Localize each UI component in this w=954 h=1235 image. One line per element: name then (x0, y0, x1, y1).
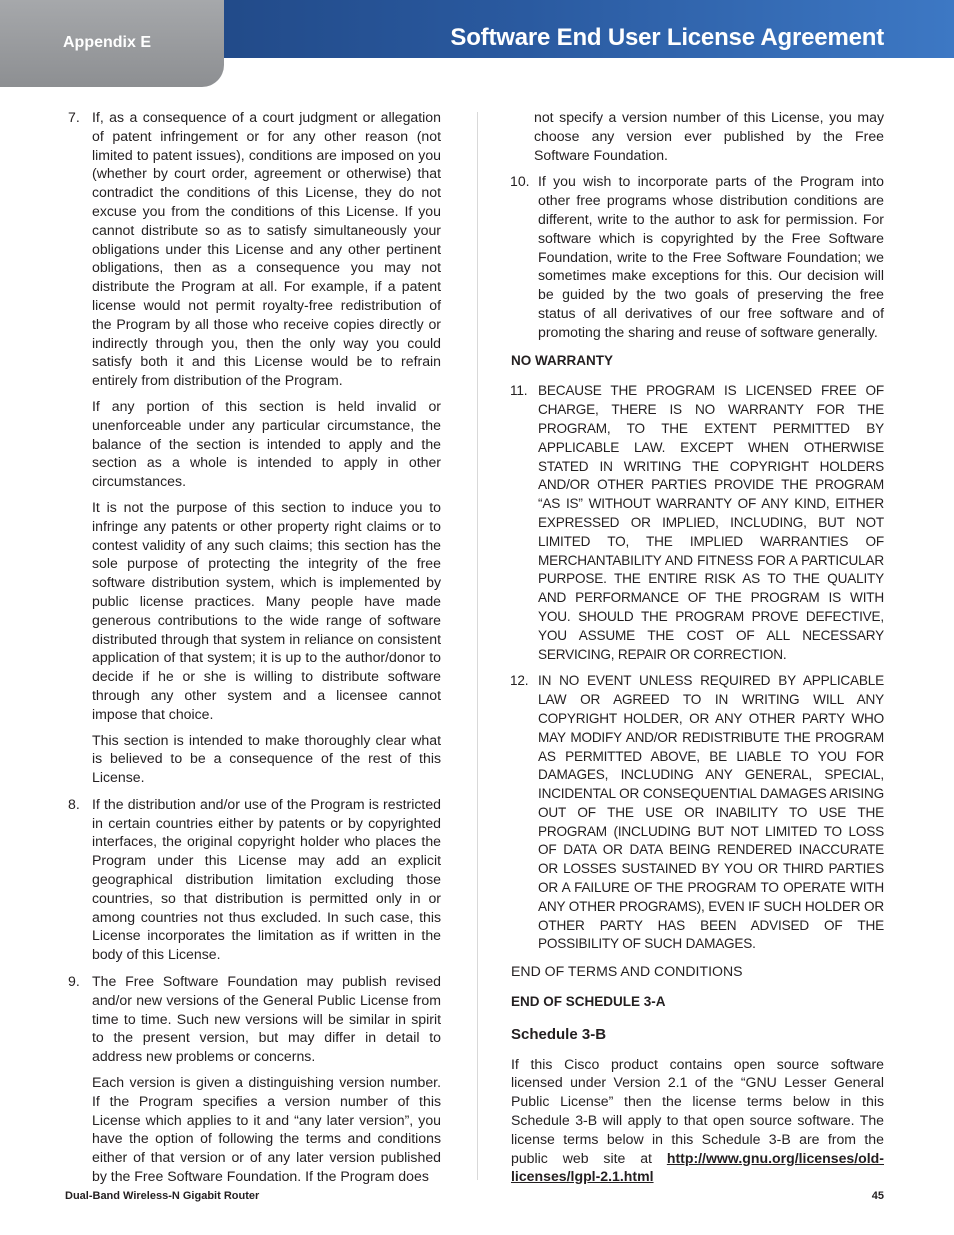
left-column (65, 108, 441, 1194)
item-number: 8. (68, 795, 80, 812)
paragraph: The Free Software Foundation may publish revised and/or new versions of the General Public License from time to time. Such new versions will be similar in spirit to the present version, but may differ in detail to address new problems or concerns. (92, 973, 441, 1065)
paragraph: Each version is given a distinguishing version number. If the Program specifies a version number of this License which applies to it and “any later version”, you have the option of following the terms and conditions either of that version or of any later version published by the Free Software Foundation. If the Program does (92, 1074, 441, 1185)
paragraph: IN NO EVENT UNLESS REQUIRED BY APPLICABLE LAW OR AGREED TO IN WRITING WILL ANY COPYRIGHT HOLDER, OR ANY OTHER PARTY WHO MAY MODIFY AND/OR REDISTRIBUTE THE PROGRAM AS PERMITTED ABOVE, BE LIABLE TO YOU FOR DAMAGES, INCLUDING ANY GENERAL, SPECIAL, INCIDENTAL OR CONSEQUENTIAL DAMAGES ARISING OUT OF THE USE OR INABILITY TO USE THE PROGRAM (INCLUDING BUT NOT LIMITED TO LOSS OF DATA OR DATA BEING RENDERED INACCURATE OR LOSSES SUSTAINED BY YOU OR THIRD PARTIES OR A FAILURE OF THE PROGRAM TO OPERATE WITH ANY OTHER PROGRAMS), EVEN IF SUCH HOLDER OR OTHER PARTY HAS BEEN ADVISED OF THE POSSIBILITY OF SUCH DAMAGES. (538, 673, 884, 952)
schedule-heading: Schedule 3-B (511, 1025, 607, 1043)
item-number: 7. (68, 109, 80, 125)
footer-page-number: 45 (871, 1190, 884, 1202)
paragraph: It is not the purpose of this section to induce you to infringe any patents or other property right claims or to contest validity of any such claims; this section has the sole purpose of protecting the integrity of the free software distribution system, which is implemented by public license practices. Many people have made generous contributions to the wide range of software distributed through that system in reliance on consistent application of that system; it is up to the author/donor to decide if he or she is willing to distribute software through any other system and a licensee cannot impose that choice. (92, 498, 441, 722)
schedule-text: If this Cisco product contains open source software licensed under Version 2.1 of the “GNU Lesser General Public License” then the license terms below in this Schedule 3-B will apply to that open source software. The license terms below in this Schedule 3-B are from the public web site at (511, 1055, 884, 1166)
item-number: 11. (510, 383, 528, 399)
appendix-label: Appendix E (63, 34, 152, 51)
list-item-10 (511, 172, 884, 341)
list-item-12 (511, 672, 884, 954)
lgpl-link[interactable]: http://www.gnu.org/licenses/old-licenses/lgpl-2.1.html (511, 1149, 884, 1185)
schedule-paragraph (511, 1055, 884, 1187)
no-warranty-heading: NO WARRANTY (511, 352, 613, 368)
item-number: 9. (68, 973, 80, 990)
paragraph: If you wish to incorporate parts of the Program into other free programs whose distribution conditions are different, write to the author to ask for permission. For software which is copyrighted by the Free Software Foundation, write to the Free Software Foundation; we sometimes make exceptions for this. Our decision will be guided by the two goals of preserving the free status of all derivatives of our free software and of promoting the sharing and reuse of software generally. (538, 173, 884, 340)
item-number: 12. (510, 673, 529, 689)
end-of-terms: END OF TERMS AND CONDITIONS (511, 963, 743, 980)
paragraph: This section is intended to make thoroughly clear what is believed to be a consequence of the rest of this License. (92, 731, 441, 786)
list-item-11 (511, 382, 884, 664)
paragraph: If, as a consequence of a court judgment or allegation of patent infringement or for any other reason (not limited to patent issues), conditions are imposed on you (whether by court order, agreement or otherwise) that contradict the conditions of this License, they do not excuse you from the conditions of this License. If you cannot distribute so as to satisfy simultaneously your obligations under this License and any other pertinent obligations, then as a consequence you may not distribute the Program at all. For example, if a patent license would not permit royalty-free redistribution of the Program by all those who receive copies directly or indirectly through you, then the only way you could satisfy both it and this License would be to refrain entirely from distribution of the Program. (92, 109, 441, 389)
list-item-7 (65, 108, 441, 787)
list-item-8 (65, 795, 441, 964)
continuation-paragraph: not specify a version number of this License, you may choose any version ever published by the Free Software Foundation. (534, 109, 884, 163)
end-of-schedule-heading: END OF SCHEDULE 3-A (511, 994, 666, 1010)
paragraph: BECAUSE THE PROGRAM IS LICENSED FREE OF CHARGE, THERE IS NO WARRANTY FOR THE PROGRAM, TO THE EXTENT PERMITTED BY APPLICABLE LAW. EXCEPT WHEN OTHERWISE STATED IN WRITING THE COPYRIGHT HOLDERS AND/OR OTHER PARTIES PROVIDE THE PROGRAM “AS IS” WITHOUT WARRANTY OF ANY KIND, EITHER EXPRESSED OR IMPLIED, INCLUDING, BUT NOT LIMITED TO, THE IMPLIED WARRANTIES OF MERCHANTABILITY AND FITNESS FOR A PARTICULAR PURPOSE. THE ENTIRE RISK AS TO THE QUALITY AND PERFORMANCE OF THE PROGRAM IS WITH YOU. SHOULD THE PROGRAM PROVE DEFECTIVE, YOU ASSUME THE COST OF ALL NECESSARY SERVICING, REPAIR OR CORRECTION. (538, 383, 884, 662)
paragraph: If the distribution and/or use of the Program is restricted in certain countries either by patents or by copyrighted interfaces, the original copyright holder who places the Program under this License may add an explicit geographical distribution limitation excluding those countries, so that distribution is permitted only in or among countries not thus excluded. In such case, this License incorporates the limitation as if written in the body of this License. (92, 795, 441, 963)
page-title: Software End User License Agreement (450, 24, 884, 51)
paragraph: If any portion of this section is held invalid or unenforceable under any particular circumstance, the balance of the section is intended to apply and the section as a whole is intended to apply in other circumstances. (92, 397, 441, 490)
right-column (511, 108, 884, 1186)
footer-product-name: Dual-Band Wireless-N Gigabit Router (65, 1190, 260, 1202)
item-number: 10. (510, 173, 530, 190)
appendix-tab (0, 0, 224, 87)
column-divider (477, 112, 478, 1180)
list-item-9 (65, 972, 441, 1186)
